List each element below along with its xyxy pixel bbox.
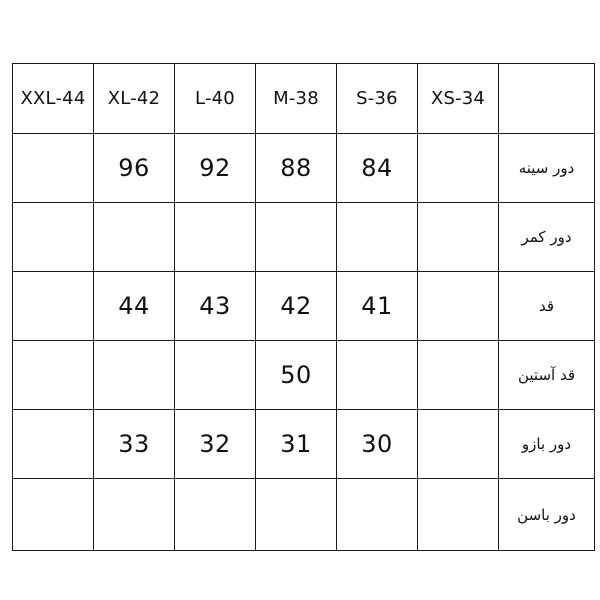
size-header-s: S-36 (337, 64, 418, 134)
table-cell: 43 (175, 272, 256, 341)
row-label-length: قد (499, 272, 595, 341)
table-cell: 33 (94, 410, 175, 479)
table-cell: 88 (256, 134, 337, 203)
table-cell (94, 203, 175, 272)
table-cell: 31 (256, 410, 337, 479)
table-row-chest (13, 134, 595, 203)
size-header-l: L-40 (175, 64, 256, 134)
table-cell: 84 (337, 134, 418, 203)
table-cell (256, 479, 337, 551)
size-header-xs: XS-34 (418, 64, 499, 134)
table-cell (94, 479, 175, 551)
size-header-row (13, 64, 595, 134)
table-cell: 44 (94, 272, 175, 341)
table-cell (418, 410, 499, 479)
row-label-waist: دور کمر (499, 203, 595, 272)
row-label-chest: دور سینه (499, 134, 595, 203)
table-cell (418, 134, 499, 203)
table-cell (418, 203, 499, 272)
table-cell (337, 479, 418, 551)
table-cell (175, 203, 256, 272)
table-cell: 41 (337, 272, 418, 341)
table-cell (13, 410, 94, 479)
row-label-hip: دور باسن (499, 479, 595, 551)
table-cell (418, 341, 499, 410)
row-label-sleeve-length: قد آستین (499, 341, 595, 410)
table-cell: 30 (337, 410, 418, 479)
table-cell (13, 479, 94, 551)
table-cell (13, 341, 94, 410)
table-cell (175, 479, 256, 551)
table-cell: 42 (256, 272, 337, 341)
table-cell (418, 272, 499, 341)
table-cell (418, 479, 499, 551)
table-cell (337, 203, 418, 272)
table-cell (94, 341, 175, 410)
table-cell (256, 203, 337, 272)
corner-cell (499, 64, 595, 134)
table-cell (13, 203, 94, 272)
table-row-hip (13, 479, 595, 551)
row-label-arm: دور بازو (499, 410, 595, 479)
table-cell: 92 (175, 134, 256, 203)
size-header-m: M-38 (256, 64, 337, 134)
table-row-length (13, 272, 595, 341)
size-header-xxl: XXL-44 (13, 64, 94, 134)
table-row-arm (13, 410, 595, 479)
table-cell (175, 341, 256, 410)
table-cell: 96 (94, 134, 175, 203)
table-cell: 32 (175, 410, 256, 479)
table-cell (337, 341, 418, 410)
table-row-sleeve-length (13, 341, 595, 410)
size-header-xl: XL-42 (94, 64, 175, 134)
table-row-waist (13, 203, 595, 272)
size-chart-table (12, 63, 595, 551)
table-cell (13, 134, 94, 203)
table-cell (13, 272, 94, 341)
table-cell: 50 (256, 341, 337, 410)
